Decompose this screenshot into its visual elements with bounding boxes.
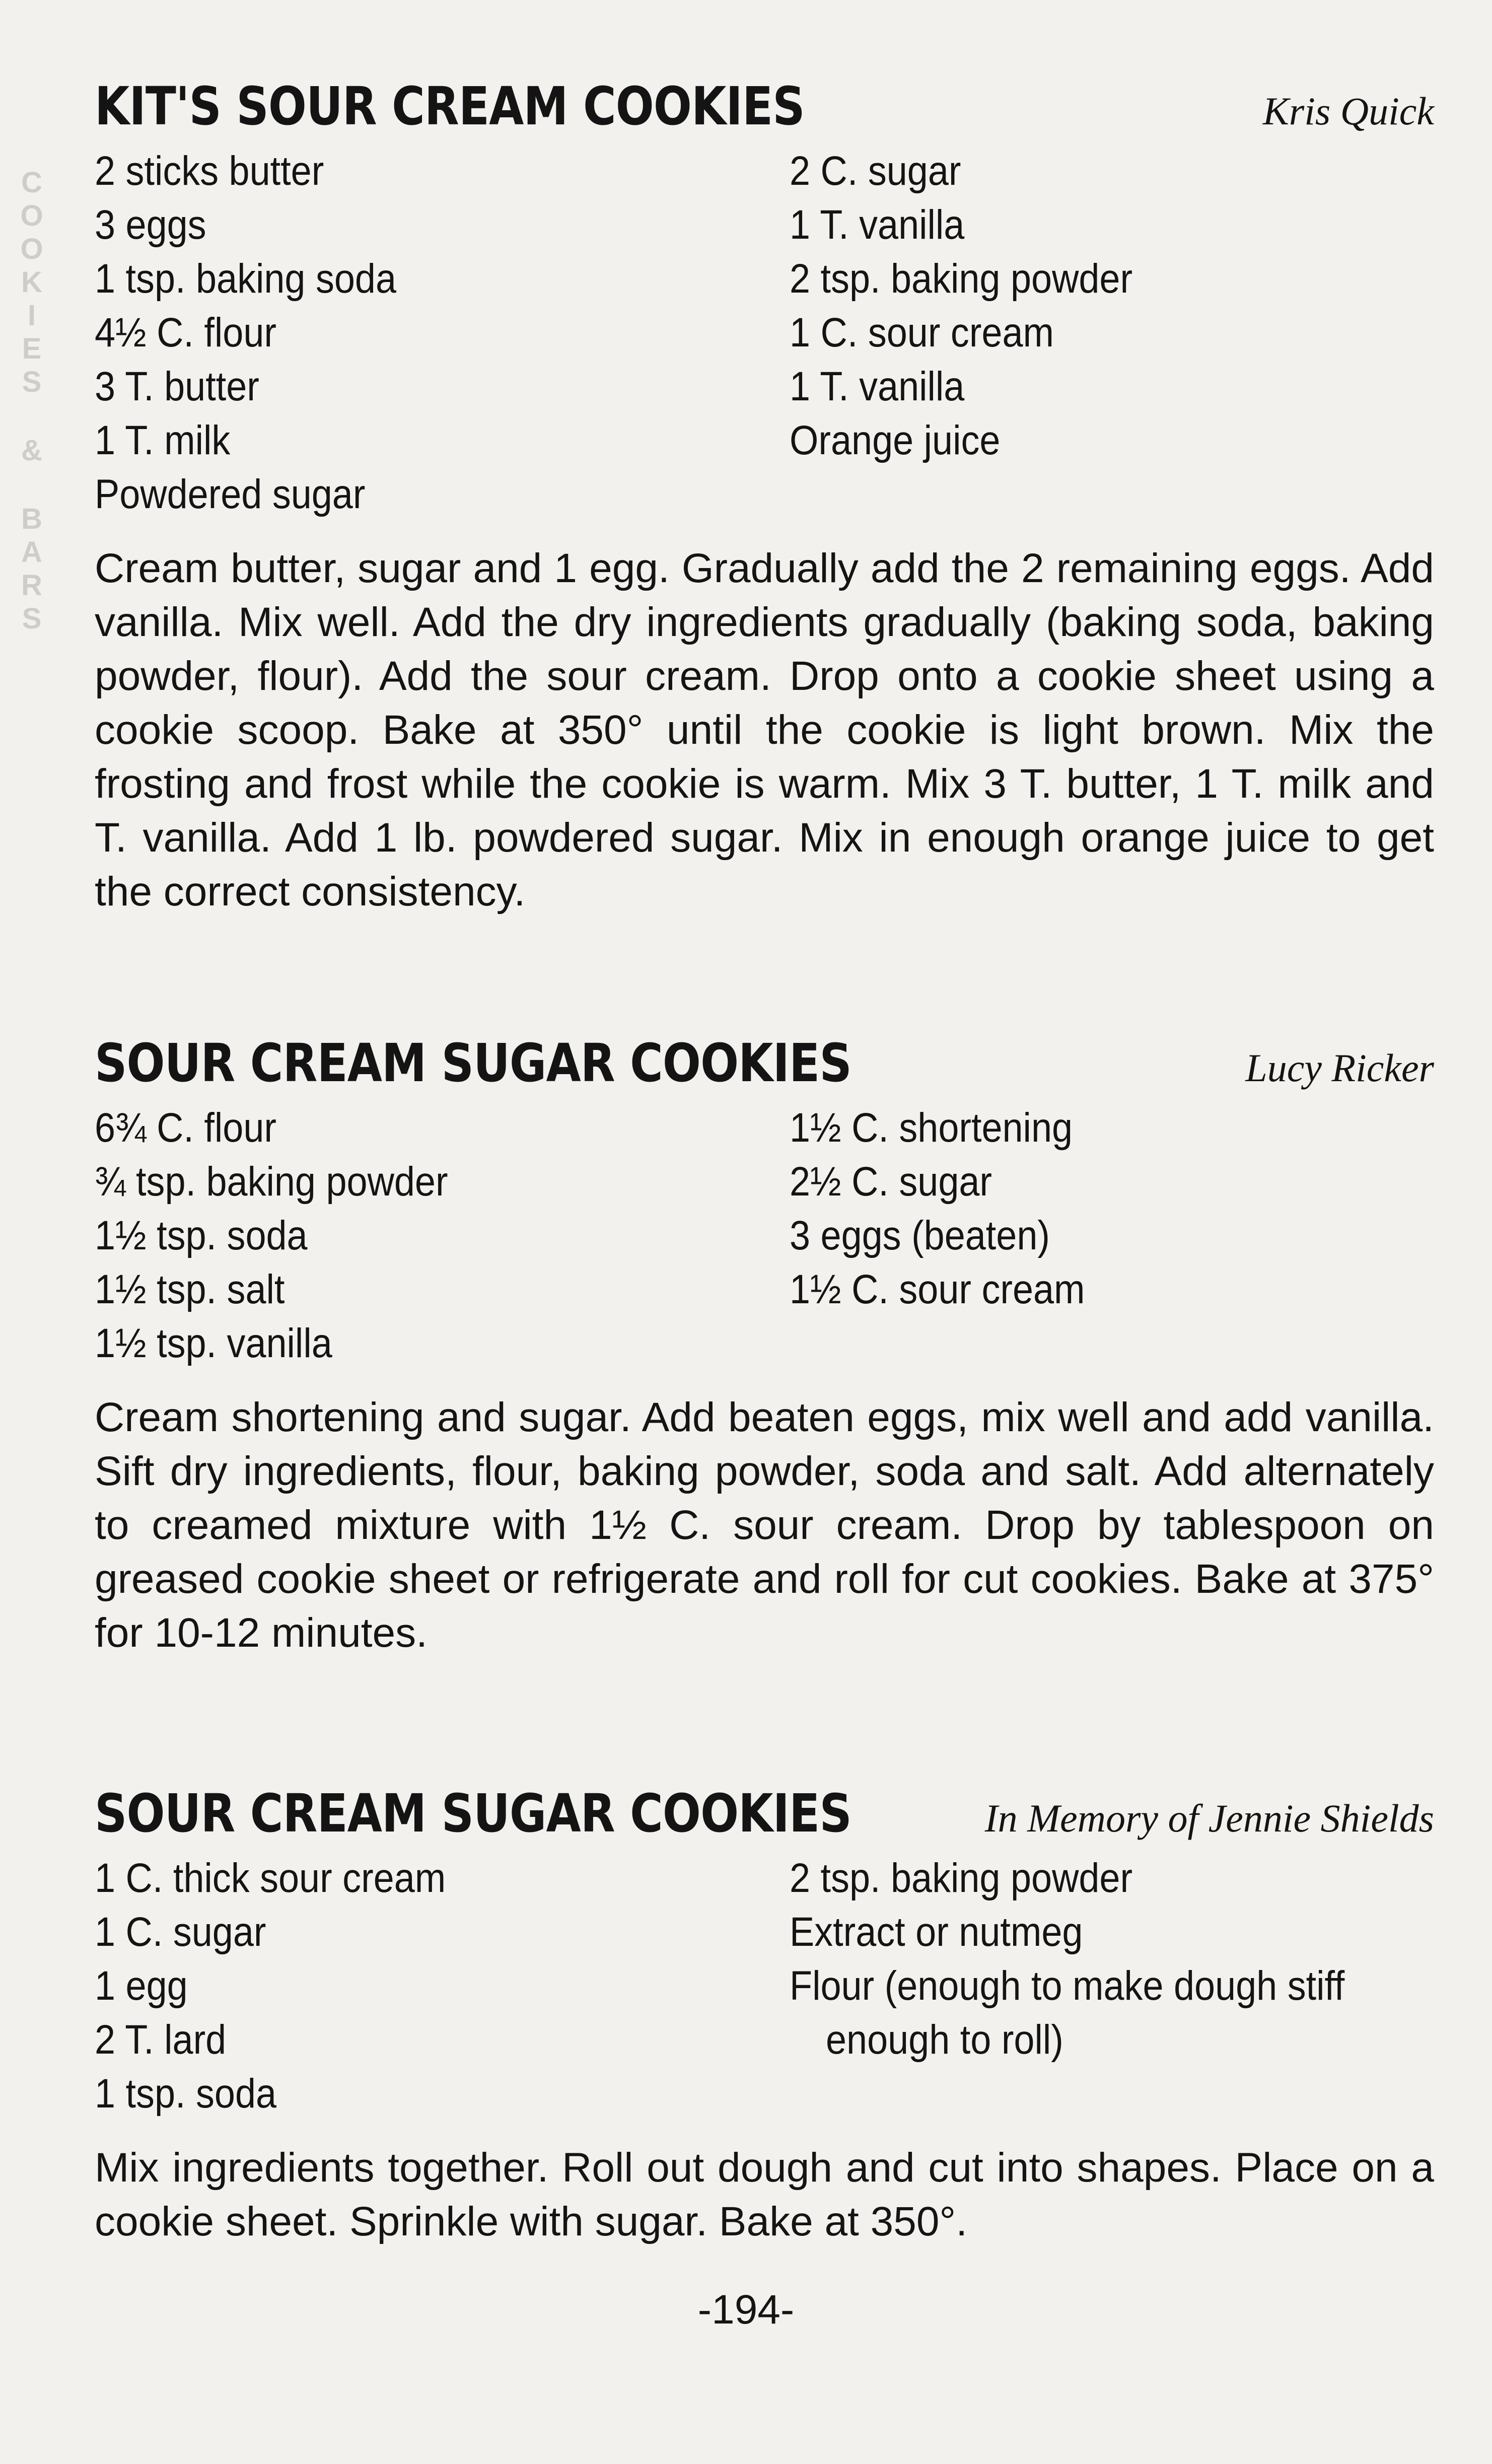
ingredient: 1½ tsp. vanilla [95,1320,332,1366]
recipe-sour-cream-sugar-cookies-shields [95,1783,1434,2248]
side-tab-letter: E [22,332,42,365]
side-tab-letter: S [22,366,42,398]
side-tab-letter: B [21,503,42,535]
recipe-title: KIT'S SOUR CREAM COOKIES [95,76,805,137]
ingredient: 2½ C. sugar [790,1159,992,1205]
side-tab-letter: O [20,233,43,265]
recipe-directions: Mix ingredients together. Roll out dough and cut into shapes. Place on a cookie sheet. Sprinkle with sugar. Bake at 350°. [95,2145,1434,2244]
ingredient: 1 T. vanilla [790,364,965,409]
ingredient: 1 C. sugar [95,1909,266,1955]
ingredient: 2 tsp. baking powder [790,1855,1133,1901]
ingredient: 1 C. sour cream [790,310,1054,356]
ingredient: 4½ C. flour [95,310,276,356]
recipe-credit: Kris Quick [1262,89,1434,133]
side-tab-letter: I [27,299,36,332]
ingredient: 2 T. lard [95,2017,227,2063]
ingredient: 1 egg [95,1963,188,2009]
recipe-credit: In Memory of Jennie Shields [984,1796,1434,1840]
recipe-directions: Cream butter, sugar and 1 egg. Gradually add the 2 remaining eggs. Add vanilla. Mix well. Add the dry ingredients gradually (baking soda, baking powder, flour). Add the sour cream. Drop onto a cookie sheet using a cookie scoop. Bake at 350° until the cookie is light brown. Mix the frosting and frost while the cookie is warm. Mix 3 T. butter, 1 T. milk and T. vanilla. Add 1 lb. powdered sugar. Mix in enough orange juice to get the correct consistency. [95,545,1434,914]
ingredient-list [95,144,1434,521]
ingredient: enough to roll) [826,2017,1063,2063]
recipe-credit: Lucy Ricker [1245,1046,1434,1090]
ingredient: 1½ tsp. soda [95,1213,308,1258]
side-tab-letter: K [21,266,42,299]
ingredient: Powdered sugar [95,471,366,517]
ingredient: 1 tsp. soda [95,2071,277,2117]
ingredient: Flour (enough to make dough stiff [790,1963,1345,2009]
ingredient: 6¾ C. flour [95,1105,276,1151]
ingredient: 1 T. vanilla [790,202,965,248]
side-tab-letter: O [20,199,43,232]
ingredient-list [95,1101,1434,1370]
page-number: -194- [697,2287,795,2333]
ingredient-list [95,1851,1434,2121]
side-tab-letter: & [21,434,42,467]
ingredient: Orange juice [790,417,1001,463]
recipe-directions: Cream shortening and sugar. Add beaten eggs, mix well and add vanilla. Sift dry ingredients, flour, baking powder, soda and salt. Add alternately to creamed mixture with 1½ C. sour cream. Drop by tablespoon on greased cookie sheet or refrigerate and roll for cut cookies. Bake at 375° for 10-12 minutes. [95,1394,1434,1656]
ingredient: 1 T. milk [95,417,231,463]
recipe-title: SOUR CREAM SUGAR COOKIES [95,1032,851,1094]
ingredient: 2 tsp. baking powder [790,256,1133,302]
ingredient: 1½ C. shortening [790,1105,1073,1151]
recipe-title: SOUR CREAM SUGAR COOKIES [95,1783,851,1844]
ingredient: 3 T. butter [95,364,259,409]
side-tab-letter: R [21,569,42,602]
ingredient: 3 eggs (beaten) [790,1213,1050,1258]
ingredient: 2 sticks butter [95,148,324,194]
ingredient: 1 tsp. baking soda [95,256,397,302]
recipe-sour-cream-sugar-cookies-ricker [95,1032,1434,1660]
section-side-tab [14,166,49,636]
recipe-kits-sour-cream-cookies [95,76,1434,919]
ingredient: 3 eggs [95,202,206,248]
ingredient: 1 C. thick sour cream [95,1855,446,1901]
side-tab-letter: C [21,166,42,199]
side-tab-letter: S [22,602,42,635]
ingredient: 1½ tsp. salt [95,1266,285,1312]
ingredient: 1½ C. sour cream [790,1266,1085,1312]
ingredient: ¾ tsp. baking powder [95,1159,448,1205]
ingredient: 2 C. sugar [790,148,961,194]
side-tab-letter: A [21,536,42,569]
ingredient: Extract or nutmeg [790,1909,1083,1955]
